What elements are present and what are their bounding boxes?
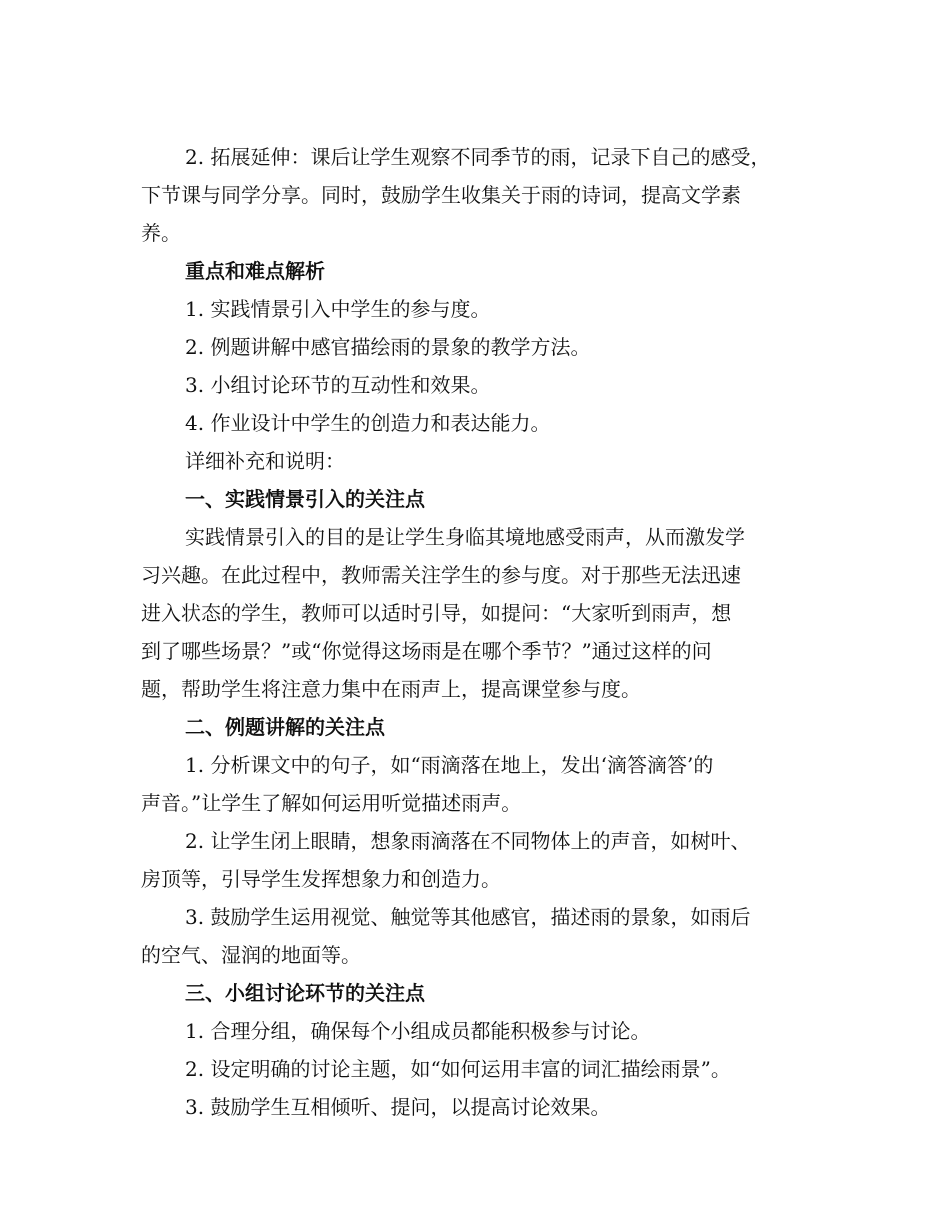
list-item: 1. 实践情景引入中学生的参与度。 (185, 297, 491, 321)
list-item: 声音。”让学生了解如何运用听觉描述雨声。 (141, 791, 522, 815)
text-line: 习兴趣。在此过程中，教师需关注学生的参与度。对于那些无法迅速 (141, 563, 741, 587)
text-line: 进入状态的学生，教师可以适时引导，如提问：“大家听到雨声，想 (141, 601, 732, 625)
text-line: 题，帮助学生将注意力集中在雨声上，提高课堂参与度。 (141, 677, 641, 701)
text-line: 下节课与同学分享。同时，鼓励学生收集关于雨的诗词，提高文学素 (141, 183, 741, 207)
list-item: 房顶等，引导学生发挥想象力和创造力。 (141, 867, 501, 891)
list-item: 2. 设定明确的讨论主题，如“如何运用丰富的词汇描绘雨景”。 (185, 1057, 731, 1081)
section-heading: 一、实践情景引入的关注点 (185, 487, 425, 511)
text-line: 到了哪些场景？”或“你觉得这场雨是在哪个季节？”通过这样的问 (141, 639, 712, 663)
list-item: 3. 鼓励学生互相倾听、提问，以提高讨论效果。 (185, 1095, 611, 1119)
section-heading: 二、例题讲解的关注点 (185, 715, 385, 739)
text-line: 养。 (141, 221, 181, 245)
list-item: 的空气、湿润的地面等。 (141, 943, 361, 967)
section-heading: 重点和难点解析 (185, 259, 325, 283)
list-item: 3. 鼓励学生运用视觉、触觉等其他感官，描述雨的景象，如雨后 (185, 905, 751, 929)
section-heading: 三、小组讨论环节的关注点 (185, 981, 425, 1005)
list-item: 2. 例题讲解中感官描绘雨的景象的教学方法。 (185, 335, 591, 359)
text-line: 详细补充和说明： (185, 449, 345, 473)
list-item: 4. 作业设计中学生的创造力和表达能力。 (185, 411, 551, 435)
list-item: 2. 让学生闭上眼睛，想象雨滴落在不同物体上的声音，如树叶、 (185, 829, 751, 853)
text-line: 实践情景引入的目的是让学生身临其境地感受雨声，从而激发学 (185, 525, 745, 549)
list-item: 1. 合理分组，确保每个小组成员都能积极参与讨论。 (185, 1019, 651, 1043)
text-line: 2. 拓展延伸：课后让学生观察不同季节的雨，记录下自己的感受， (185, 145, 771, 169)
list-item: 3. 小组讨论环节的互动性和效果。 (185, 373, 491, 397)
list-item: 1. 分析课文中的句子，如“雨滴落在地上，发出‘滴答滴答’的 (185, 753, 714, 777)
